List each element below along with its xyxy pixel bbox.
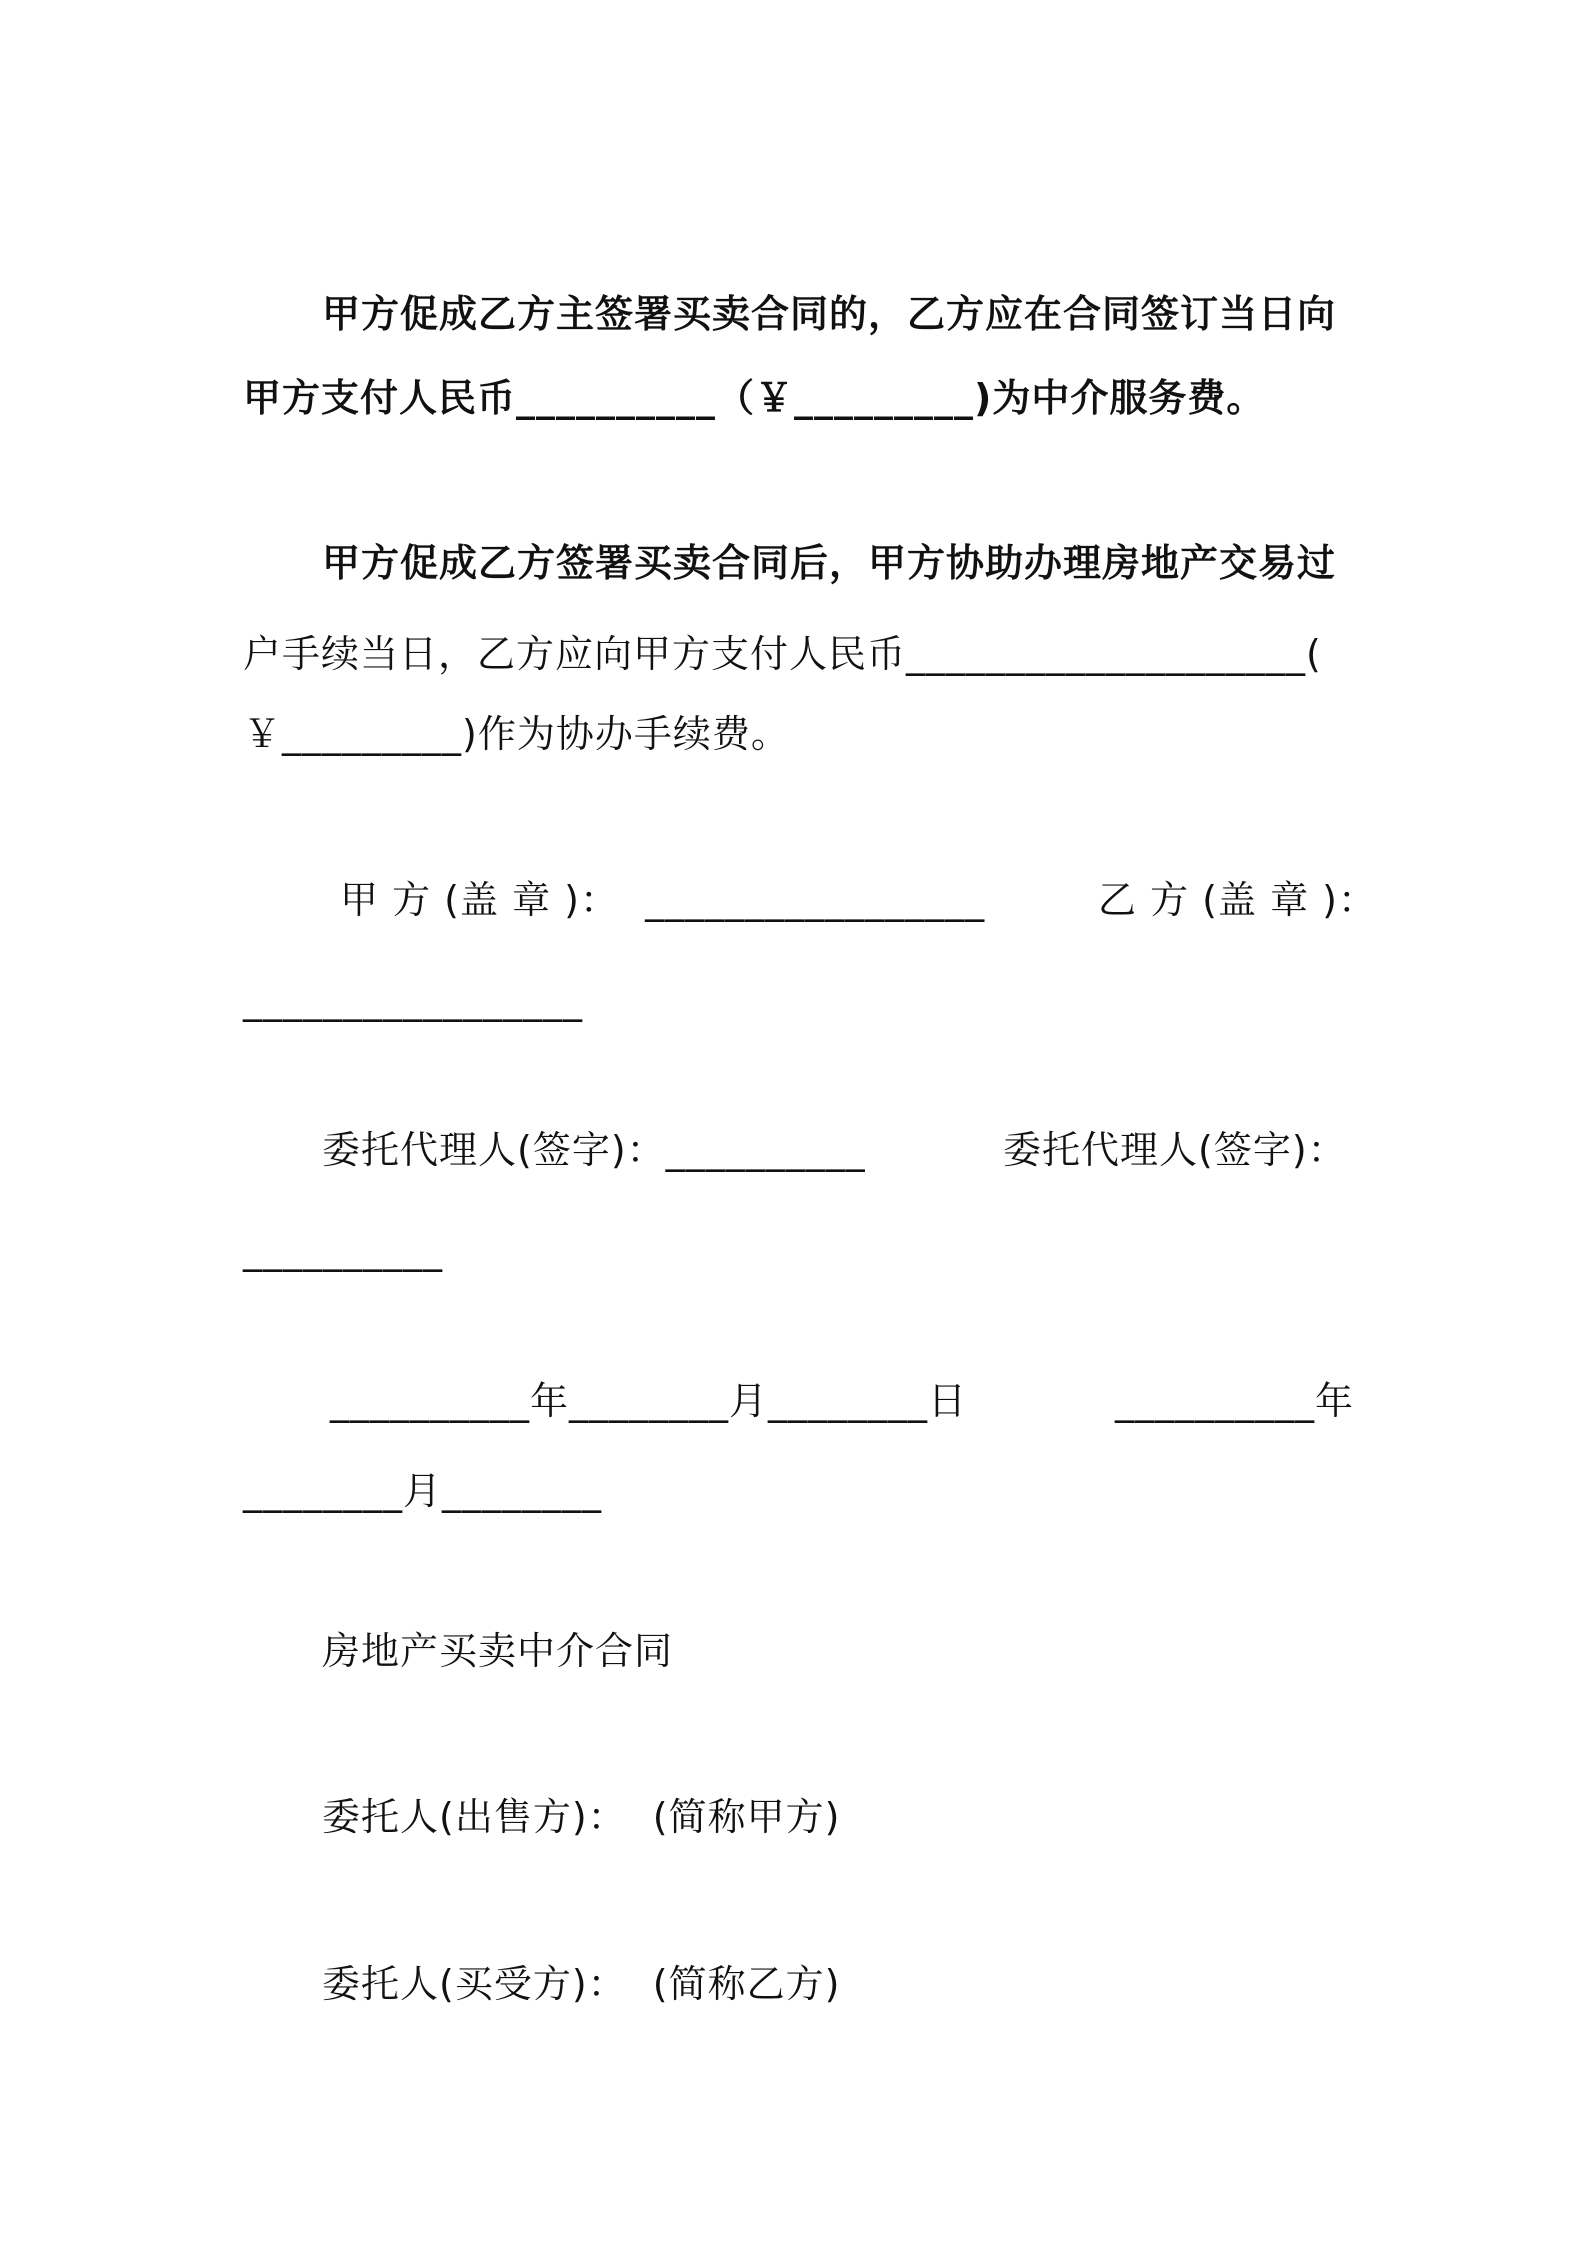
contract-title: 房地产买卖中介合同 [322, 1629, 674, 1673]
agent-signature-a: 委托代理人(签字)：__________ [322, 1128, 866, 1172]
paragraph2-line1: 甲方促成乙方签署买卖合同后，甲方协助办理房地产交易过 [322, 541, 1337, 585]
buyer-party: 委托人(买受方)： (简称乙方) [322, 1962, 841, 2006]
paragraph2-line3: ￥_________)作为协办手续费。 [243, 712, 790, 756]
party-a-seal: 甲 方 (盖 章 )： _________________ [340, 878, 986, 922]
party-b-seal: 乙 方 (盖 章 )： [1098, 878, 1377, 922]
date-b: __________年 [1115, 1379, 1355, 1423]
agent-signature-b-line: __________ [243, 1228, 443, 1272]
party-b-seal-line: _________________ [243, 978, 583, 1022]
agent-signature-b: 委托代理人(签字)： [1003, 1128, 1347, 1172]
paragraph2-line2: 户手续当日，乙方应向甲方支付人民币____________________( [243, 632, 1322, 676]
seller-party: 委托人(出售方)： (简称甲方) [322, 1795, 841, 1839]
paragraph1-line2: 甲方支付人民币__________（￥_________)为中介服务费。 [243, 376, 1266, 420]
date-b-continued: ________月________ [243, 1469, 603, 1513]
date-a: __________年________月________日 [330, 1379, 968, 1423]
paragraph1-line1: 甲方促成乙方主签署买卖合同的，乙方应在合同签订当日向 [322, 292, 1337, 336]
